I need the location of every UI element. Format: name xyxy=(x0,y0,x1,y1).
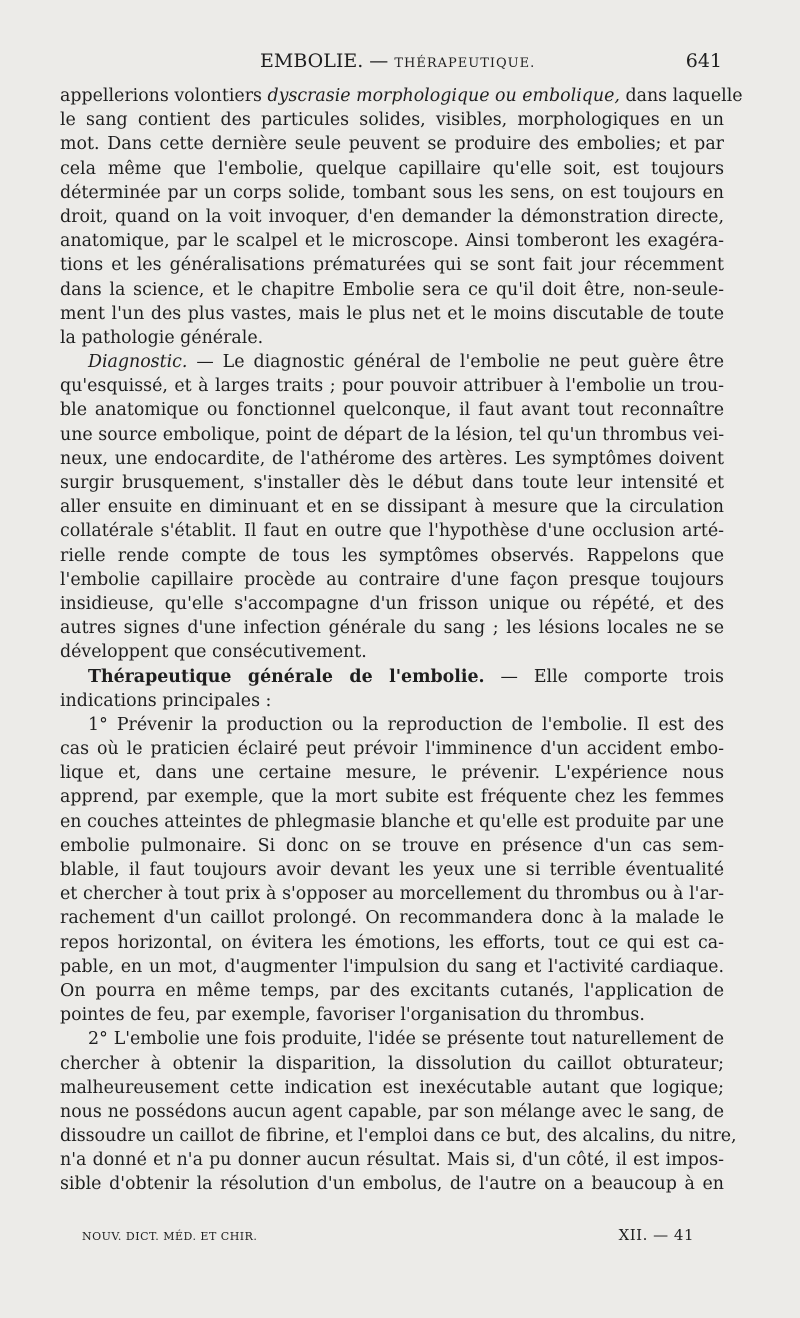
line-text: repos horizontal, on évitera les émotions, les efforts, tout ce qui est ca- xyxy=(60,932,724,953)
line-text: blable, il faut toujours avoir devant les yeux une si terrible éventualité xyxy=(60,860,724,880)
text-line xyxy=(60,906,724,930)
line-text: dissoudre un caillot de fibrine, et l'emploi dans ce but, des alcalins, du nitre, xyxy=(60,1126,737,1147)
line-text: neux, une endocardite, de l'athérome des artères. Les symptômes doivent xyxy=(60,448,724,469)
section-heading: Thérapeutique générale de l'embolie. xyxy=(88,666,485,687)
text-line xyxy=(60,495,724,519)
line-text: appellerions volontiers xyxy=(60,86,268,106)
line-text: 1° Prévenir la production ou la reproduction de l'embolie. Il est des xyxy=(88,714,724,735)
running-title-dash: — xyxy=(363,50,395,72)
text-line xyxy=(60,350,724,374)
line-text: nous ne possédons aucun agent capable, par son mélange avec le sang, de xyxy=(60,1101,724,1122)
text-line xyxy=(60,1124,737,1148)
line-text: une source embolique, point de départ de la lésion, tel qu'un thrombus vei- xyxy=(60,424,725,445)
text-line xyxy=(60,665,724,689)
line-text: insidieuse, qu'elle s'accompagne d'un frisson unique ou répété, et des xyxy=(60,593,724,614)
text-line xyxy=(60,253,724,277)
running-title-main: EMBOLIE. xyxy=(260,50,364,72)
line-text: On pourra en même temps, par des excitants cutanés, l'application de xyxy=(60,980,724,1001)
text-line xyxy=(60,229,724,253)
text-line xyxy=(60,858,724,882)
line-text: développent que consécutivement. xyxy=(60,642,367,663)
text-line xyxy=(60,302,724,326)
line-text: rielle rende compte de tous les symptômes observés. Rappelons que xyxy=(60,545,724,566)
text-line xyxy=(60,979,724,1003)
text-line xyxy=(60,519,724,543)
line-text: rachement d'un caillot prolongé. On recommandera donc à la malade le xyxy=(60,908,724,929)
text-line xyxy=(60,1076,724,1100)
text-line xyxy=(60,713,724,737)
text-line xyxy=(60,1052,724,1076)
text-line xyxy=(60,132,724,156)
text-line xyxy=(60,108,724,132)
line-text: pointes de feu, par exemple, favoriser l'organisation du thrombus. xyxy=(60,1005,645,1026)
line-text: surgir brusquement, s'installer dès le début dans toute leur intensité et xyxy=(60,473,724,493)
line-text: cas où le praticien éclairé peut prévoir l'imminence d'un accident embo- xyxy=(60,739,724,760)
line-text: cela même que l'embolie, quelque capillaire qu'elle soit, est toujours xyxy=(60,158,724,179)
text-line xyxy=(60,568,724,592)
italic-text: dyscrasie morphologique ou embolique, xyxy=(267,86,620,106)
line-text: n'a donné et n'a pu donner aucun résultat. Mais si, d'un côté, il est impos- xyxy=(60,1150,724,1171)
page-footer xyxy=(82,1226,694,1246)
line-text: lique et, dans une certaine mesure, le prévenir. L'expérience nous xyxy=(60,763,724,784)
running-title xyxy=(260,50,535,72)
line-text-rest: dans laquelle xyxy=(619,86,743,106)
text-line xyxy=(60,882,724,906)
body-text xyxy=(60,84,743,1197)
text-line xyxy=(60,616,724,640)
text-line xyxy=(60,157,724,181)
page-number: 641 xyxy=(685,50,722,72)
line-text: la pathologie générale. xyxy=(60,327,264,348)
text-line xyxy=(60,84,743,108)
line-text: anatomique, par le scalpel et le microscope. Ainsi tomberont les exagéra- xyxy=(60,231,724,252)
line-text: dans la science, et le chapitre Embolie sera ce qu'il doit être, non-seule- xyxy=(60,279,724,300)
line-text: sible d'obtenir la résolution d'un embolus, de l'autre on a beaucoup à en xyxy=(60,1174,724,1195)
running-head xyxy=(60,50,722,80)
text-line xyxy=(60,1172,724,1196)
text-line xyxy=(60,737,724,761)
text-line xyxy=(60,1148,724,1172)
text-line xyxy=(60,931,724,955)
text-line xyxy=(60,326,724,350)
running-title-sub: THÉRAPEUTIQUE. xyxy=(394,56,536,71)
line-text-rest: — Le diagnostic général de l'embolie ne peut guère être xyxy=(187,352,724,373)
line-text: malheureusement cette indication est inexécutable autant que logique; xyxy=(60,1077,724,1098)
text-line xyxy=(60,689,724,713)
text-line xyxy=(60,761,724,785)
text-line xyxy=(60,785,724,809)
text-line xyxy=(60,544,724,568)
text-line xyxy=(60,205,724,229)
line-text: ble anatomique ou fonctionnel quelconque, il faut avant tout reconnaître xyxy=(60,400,724,421)
text-line xyxy=(60,447,724,471)
line-text: chercher à obtenir la disparition, la dissolution du caillot obturateur; xyxy=(60,1053,724,1074)
footer-signature: NOUV. DICT. MÉD. ET CHIR. xyxy=(82,1230,258,1243)
text-line xyxy=(60,398,724,422)
line-text: qu'esquissé, et à larges traits ; pour pouvoir attribuer à l'embolie un trou- xyxy=(60,376,724,397)
footer-volume: XII. — 41 xyxy=(618,1226,694,1244)
text-line xyxy=(60,423,724,447)
line-text: tions et les généralisations prématurées qui se sont fait jour récemment xyxy=(60,255,724,276)
text-line xyxy=(60,471,724,495)
text-line xyxy=(60,592,724,616)
line-text: autres signes d'une infection générale du sang ; les lésions locales ne se xyxy=(60,618,724,639)
line-text: ment l'un des plus vastes, mais le plus net et le moins discutable de toute xyxy=(60,303,724,324)
text-line xyxy=(60,955,724,979)
line-text: aller ensuite en diminuant et en se dissipant à mesure que la circulation xyxy=(60,497,724,518)
text-line xyxy=(60,810,724,834)
text-line xyxy=(60,278,724,302)
line-text: 2° L'embolie une fois produite, l'idée se présente tout naturellement de xyxy=(88,1029,724,1050)
line-text-rest: — Elle comporte trois xyxy=(484,666,724,687)
text-line xyxy=(60,1100,724,1124)
line-text: apprend, par exemple, que la mort subite est fréquente chez les femmes xyxy=(60,787,724,808)
line-text: mot. Dans cette dernière seule peuvent se produire des embolies; et par xyxy=(60,134,724,155)
text-line xyxy=(60,834,724,858)
line-text: collatérale s'établit. Il faut en outre que l'hypothèse d'une occlusion arté- xyxy=(60,521,724,542)
line-text: embolie pulmonaire. Si donc on se trouve en présence d'un cas sem- xyxy=(60,835,724,856)
line-text: indications principales : xyxy=(60,690,272,711)
text-line xyxy=(60,374,724,398)
line-text: et chercher à tout prix à s'opposer au morcellement du thrombus ou à l'ar- xyxy=(60,884,724,905)
text-line xyxy=(60,1027,724,1051)
line-text: le sang contient des particules solides, visibles, morphologiques en un xyxy=(60,110,724,131)
line-text: droit, quand on la voit invoquer, d'en demander la démonstration directe, xyxy=(60,206,724,227)
line-text: pable, en un mot, d'augmenter l'impulsion du sang et l'activité cardiaque. xyxy=(60,956,724,977)
line-text: déterminée par un corps solide, tombant sous les sens, on est toujours en xyxy=(60,182,724,203)
text-line xyxy=(60,181,724,205)
text-line xyxy=(60,1003,724,1027)
line-text: l'embolie capillaire procède au contraire d'une façon presque toujours xyxy=(60,569,724,590)
line-text: en couches atteintes de phlegmasie blanche et qu'elle est produite par une xyxy=(60,811,724,832)
text-line xyxy=(60,640,724,664)
italic-text: Diagnostic. xyxy=(88,352,188,373)
